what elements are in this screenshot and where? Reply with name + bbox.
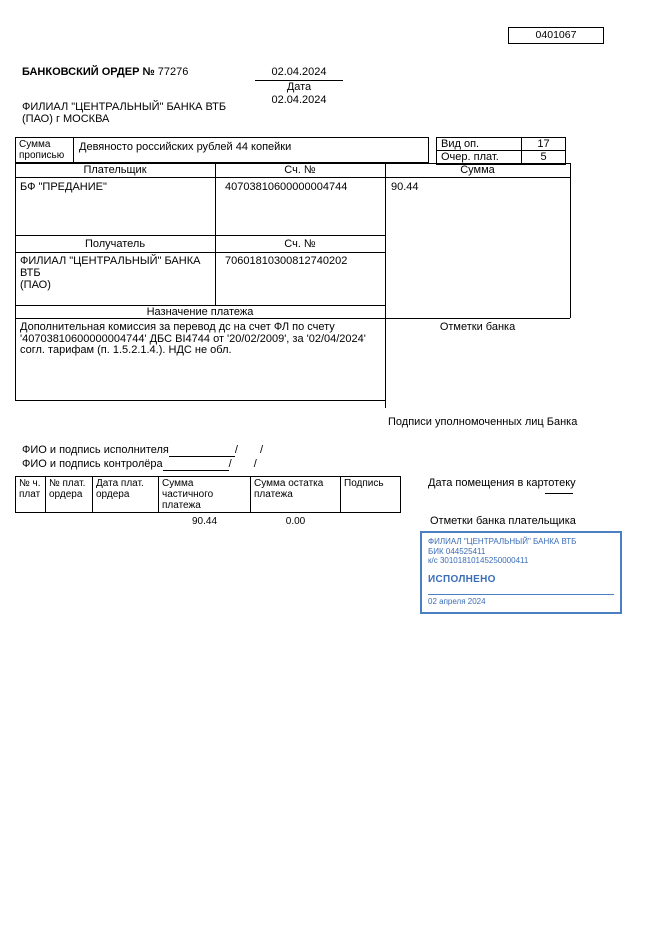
- sum-column-line: [385, 163, 386, 408]
- doc-title: БАНКОВСКИЙ ОРДЕР №: [22, 66, 155, 78]
- payer-account: 40703810600000004744: [225, 181, 348, 193]
- stamp-date: 02 апреля 2024: [428, 597, 486, 606]
- vid-op-value: 17: [521, 138, 565, 151]
- payer-account-header: Сч. №: [284, 164, 316, 176]
- payee-name: [20, 255, 210, 291]
- executor-sign-blank: [169, 445, 235, 457]
- stamp-bik: БИК 044525411: [428, 546, 486, 556]
- cell-order-date: [93, 513, 159, 531]
- purpose-header: Назначение платежа: [146, 306, 254, 318]
- payee-header: Получатель: [84, 238, 146, 250]
- purpose-text: Дополнительная комиссия за перевод дс на счет ФЛ по счету '40703810600000004744' ДБС BI4744 от '20/02/2009', за '02/04/2024' согл. тарифам (п. 1.5.2.1.4.). НДС не обл.: [20, 321, 366, 356]
- partial-table-header-row: [16, 477, 401, 513]
- kartoteka-blank-line: [545, 493, 573, 494]
- cell-partial-sum: 90.44: [191, 516, 218, 527]
- account-column-line: [215, 163, 216, 305]
- col-header-rest-sum: Сумма остатка платежа: [251, 477, 341, 513]
- stamp-bank-name: ФИЛИАЛ "ЦЕНТРАЛЬНЫЙ" БАНКА ВТБ: [428, 537, 577, 546]
- stamp-divider-line: [428, 594, 614, 595]
- cell-rest-sum: 0.00: [285, 516, 306, 527]
- doc-number: 77276: [157, 66, 189, 78]
- controller-sign-blank: [163, 459, 229, 471]
- amount-words-box: [15, 137, 429, 163]
- form-code: 0401067: [535, 29, 577, 41]
- amount-words-label: Сумма прописью: [16, 138, 74, 162]
- purpose-bottom-line: [15, 400, 385, 401]
- col-header-order-number: № плат. ордера: [46, 477, 93, 513]
- slash-icon: /: [234, 444, 238, 456]
- execution-stamp: [420, 531, 622, 614]
- controller-signature-line: [22, 458, 257, 471]
- vid-op-label: Вид оп.: [437, 138, 521, 151]
- stamp-corr-account: к/с 30101810145250000411: [428, 556, 529, 565]
- form-code-box: [508, 27, 604, 44]
- payee-account: 70601810300812740202: [225, 255, 348, 267]
- amount-words-value: Девяносто российских рублей 44 копейки: [79, 141, 292, 153]
- header-underline: [15, 177, 570, 178]
- executor-label: ФИО и подпись исполнителя: [22, 444, 169, 456]
- ocher-plat-label: Очер. плат.: [441, 151, 499, 163]
- payee-account-header: Сч. №: [284, 238, 316, 250]
- issuing-bank: [22, 101, 226, 125]
- payee-name-line2: (ПАО): [20, 279, 51, 291]
- slash-icon: /: [253, 458, 257, 470]
- slash-icon: /: [228, 458, 232, 470]
- sum-header: Сумма: [460, 164, 495, 176]
- cell-order-number: [46, 513, 93, 531]
- payee-header-underline: [15, 252, 385, 253]
- title-row: [22, 66, 188, 78]
- partial-payments-table: [15, 476, 401, 530]
- table-left-border: [15, 163, 16, 400]
- date-label: Дата: [286, 81, 312, 93]
- cell-signature: [341, 513, 401, 531]
- payee-section-top-line: [15, 235, 385, 236]
- stamp-status: ИСПОЛНЕНО: [428, 573, 496, 585]
- payer-sum: 90.44: [391, 181, 419, 193]
- kartoteka-label: Дата помещения в картотеку: [428, 477, 576, 489]
- issuing-bank-line2: (ПАО) г МОСКВА: [22, 113, 110, 125]
- date-top-value: 02.04.2024: [255, 66, 343, 81]
- issuing-bank-line1: ФИЛИАЛ "ЦЕНТРАЛЬНЫЙ" БАНКА ВТБ: [22, 101, 227, 113]
- payee-name-line1: ФИЛИАЛ "ЦЕНТРАЛЬНЫЙ" БАНКА ВТБ: [20, 255, 201, 279]
- bank-signatures-label: Подписи уполномоченных лиц Банка: [388, 416, 578, 428]
- date-block: [255, 66, 343, 107]
- table-right-border: [570, 163, 571, 318]
- ocher-plat-value: 5: [521, 151, 565, 164]
- payer-name: БФ "ПРЕДАНИЕ": [20, 181, 107, 193]
- operation-type-table: [436, 137, 566, 165]
- purpose-header-underline: [15, 318, 570, 319]
- executor-signature-line: [22, 444, 263, 457]
- partial-table-data-row: [16, 513, 401, 531]
- col-header-order-date: Дата плат. ордера: [93, 477, 159, 513]
- bank-marks-label: Отметки банка: [439, 321, 516, 333]
- payer-bank-marks-label: Отметки банка плательщика: [430, 515, 576, 527]
- cell-part-number: [16, 513, 46, 531]
- date-value: 02.04.2024: [271, 94, 327, 106]
- col-header-partial-sum: Сумма частичного платежа: [159, 477, 251, 513]
- payer-header: Плательщик: [83, 164, 147, 176]
- controller-label: ФИО и подпись контролёра: [22, 458, 163, 470]
- slash-icon: /: [259, 444, 264, 456]
- col-header-signature: Подпись: [341, 477, 401, 513]
- col-header-part-number: № ч. плат: [16, 477, 46, 513]
